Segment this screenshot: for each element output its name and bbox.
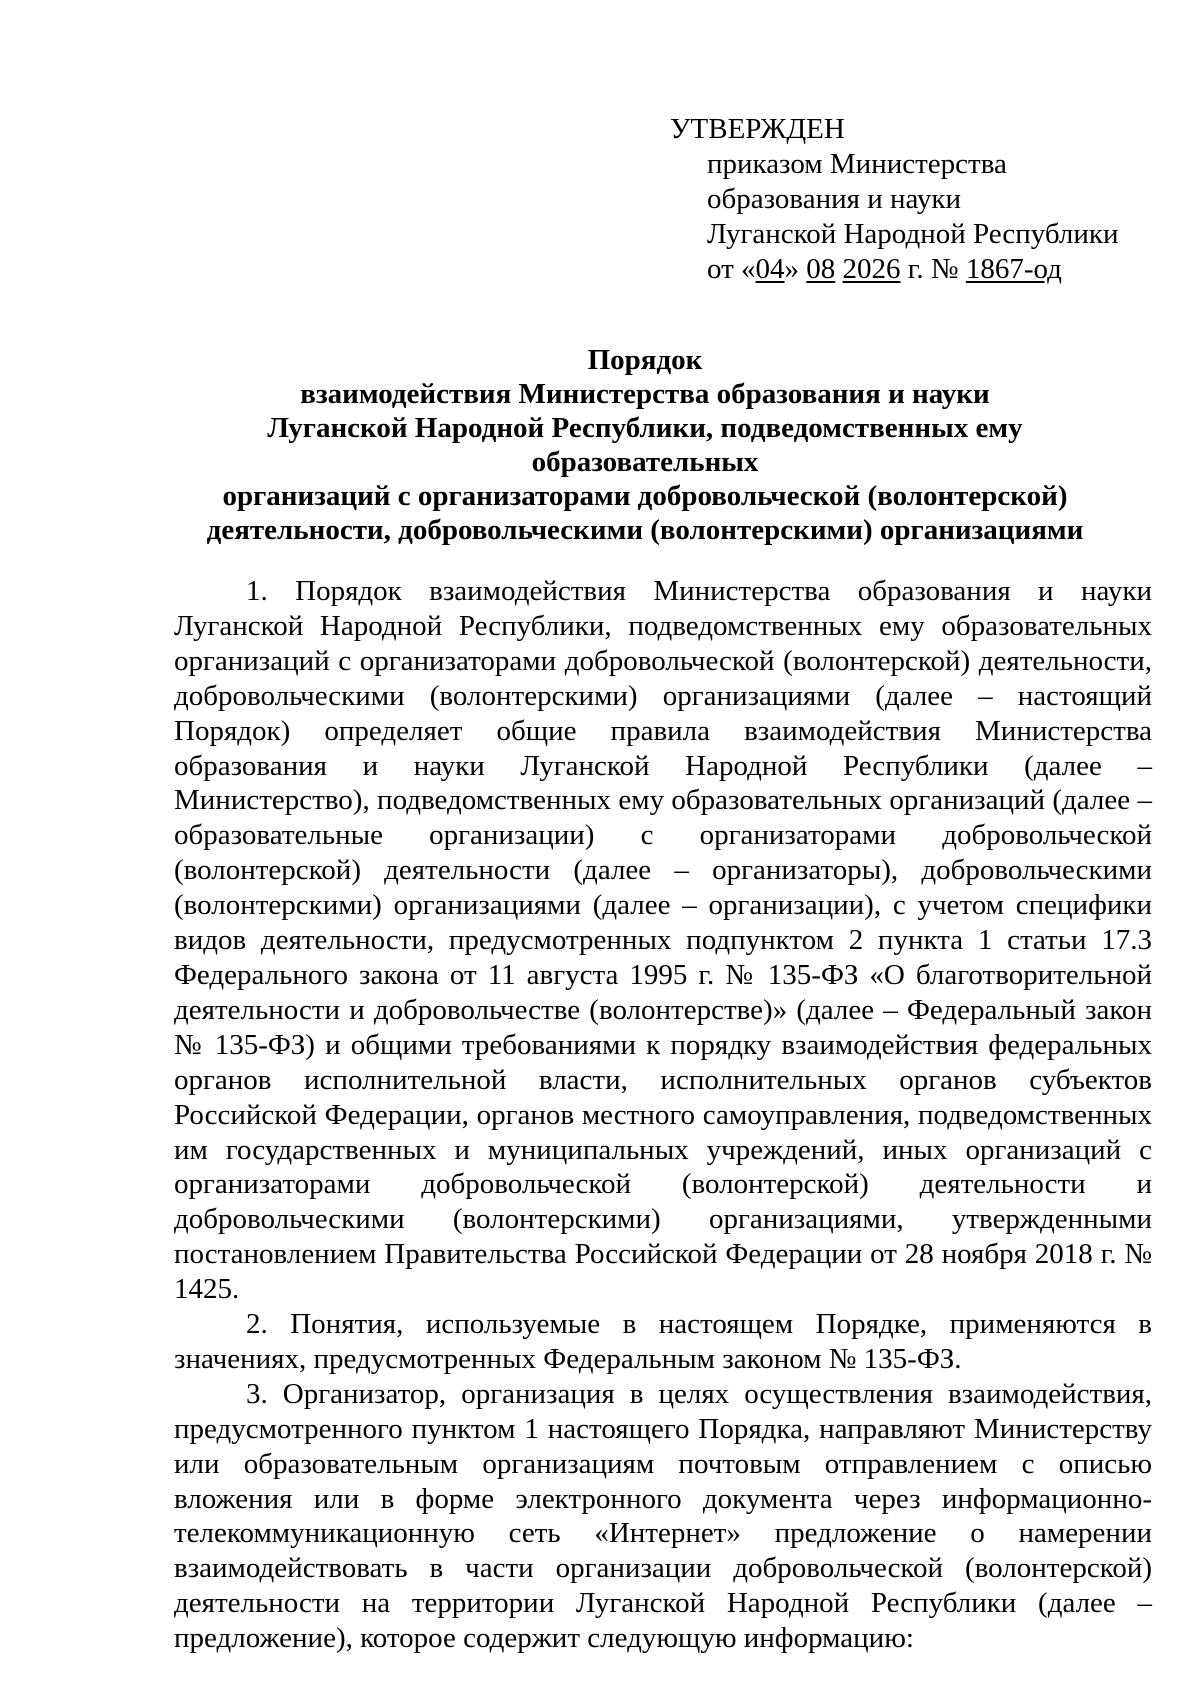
- title-line-4: организаций с организаторами добровольческой (волонтерской): [222, 480, 1068, 512]
- document-title: [160, 343, 1130, 547]
- title-line-2: взаимодействия Министерства образования и науки: [300, 378, 990, 410]
- approval-line-2: образования и науки: [707, 183, 962, 215]
- title-line-1: Порядок: [587, 344, 703, 376]
- paragraph-3: 3. Организатор, организация в целях осуществления взаимодействия, предусмотренного пунктом 1 настоящего Порядка, направляют Министерству или образовательным организациям почтовым отправлением с описью вложения или в форме электронного документа через информационно-телекоммуникационную сеть «Интернет» предложение о намерении взаимодействовать в части организации добровольческой (волонтерской) деятельности на территории Луганской Народной Республики (далее – предложение), которое содержит следующую информацию:: [174, 1377, 1152, 1655]
- title-line-3: Луганской Народной Республики, подведомственных ему образовательных: [267, 412, 1023, 478]
- order-number-prefix: г. №: [900, 253, 966, 285]
- paragraph-2: 2. Понятия, используемые в настоящем Порядке, применяются в значениях, предусмотренных Федеральным законом № 135-ФЗ.: [174, 1308, 1152, 1375]
- approval-line-1: приказом Министерства: [707, 148, 1007, 180]
- date-year: 2026: [842, 253, 901, 285]
- date-day: 04: [755, 253, 785, 285]
- paragraph-1: 1. Порядок взаимодействия Министерства образования и науки Луганской Народной Республики, подведомственных ему образовательных организаций с организаторами добровольческой (волонтерской) деятельности, добровольческими (волонтерскими) организациями (далее – настоящий Порядок) определяет общие правила взаимодействия Министерства образования и науки Луганской Народной Республики (далее – Министерство), подведомственных ему образовательных организаций (далее – образовательные организации) с организаторами добровольческой (волонтерской) деятельности (далее – организаторы), добровольческими (волонтерскими) организациями (далее – организации), с учетом специфики видов деятельности, предусмотренных подпунктом 2 пункта 1 статьи 17.3 Федерального закона от 11 августа 1995 г. № 135-ФЗ «О благотворительной деятельности и добровольчестве (волонтерстве)» (далее – Федеральный закон № 135-ФЗ) и общими требованиями к порядку взаимодействия федеральных органов исполнительной власти, исполнительных органов субъектов Российской Федерации, органов местного самоуправления, подведомственных им государственных и муниципальных учреждений, иных организаций с организаторами добровольческой (волонтерской) деятельности и добровольческими (волонтерскими) организациями, утвержденными постановлением Правительства Российской Федерации от 28 ноября 2018 г. № 1425.: [174, 575, 1152, 1306]
- date-space: [835, 253, 842, 285]
- approval-date-line: [676, 252, 1156, 287]
- title-line-5: деятельности, добровольческими (волонтерскими) организациями: [206, 514, 1084, 546]
- approval-heading: УТВЕРЖДЕН: [670, 113, 845, 145]
- document-body: [174, 574, 1152, 1656]
- date-separator: »: [784, 253, 807, 285]
- date-month: 08: [806, 253, 836, 285]
- date-prefix: от «: [707, 253, 756, 285]
- approval-line-3: Луганской Народной Республики: [707, 218, 1119, 250]
- approval-stamp: [670, 112, 1156, 287]
- order-number: 1867-од: [965, 253, 1062, 285]
